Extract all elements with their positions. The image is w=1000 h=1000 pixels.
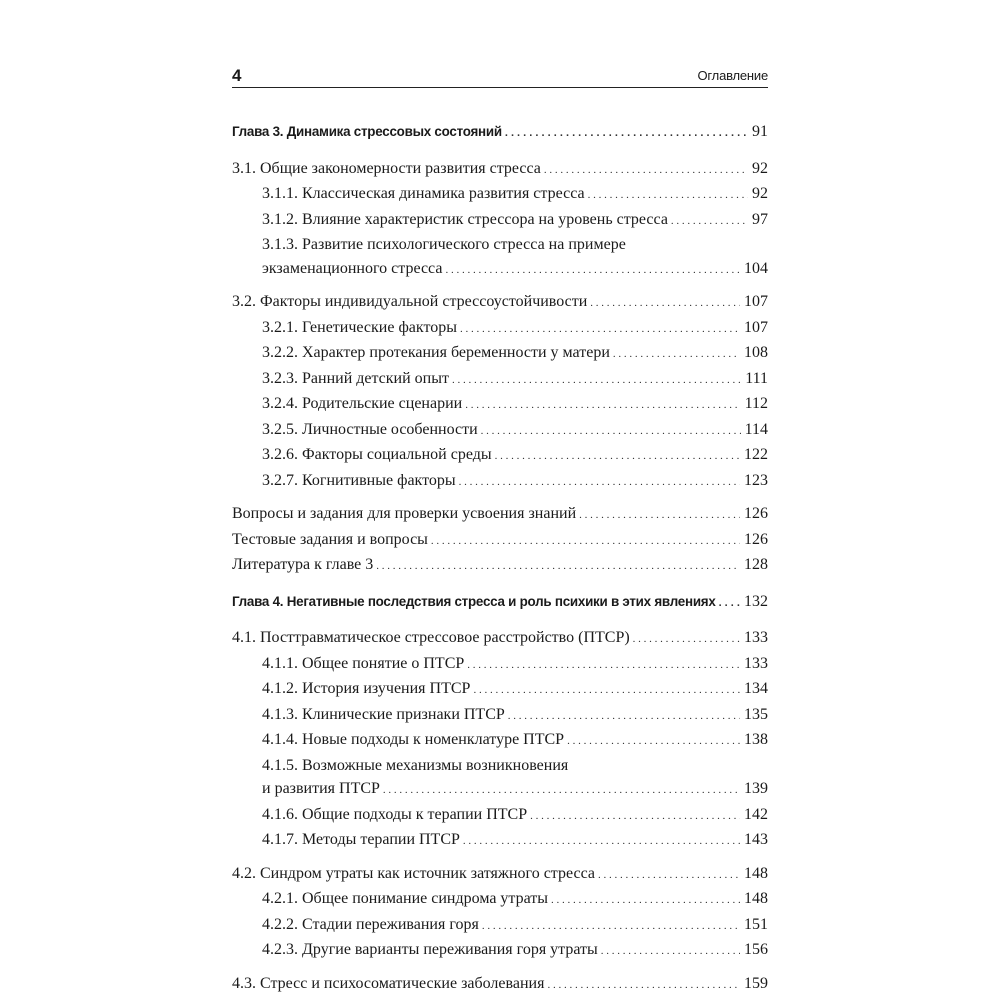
toc-section[interactable]: [232, 528, 768, 554]
toc-chapter[interactable]: [232, 590, 768, 616]
toc-subsection[interactable]: [232, 392, 768, 418]
dot-leader: [547, 972, 740, 998]
toc-entry-page: 92: [752, 159, 768, 177]
toc-entry-title: 4.3. Стресс и психосоматические заболевания: [232, 974, 545, 992]
toc-subsection[interactable]: [232, 652, 768, 678]
header-rule: [232, 87, 768, 88]
toc-entry-title: 3.1. Общие закономерности развития стресса: [232, 159, 541, 177]
dot-leader: [376, 553, 740, 579]
toc-subsection[interactable]: [232, 913, 768, 939]
toc-subsection[interactable]: [232, 703, 768, 729]
toc-entry-title: 4.2. Синдром утраты как источник затяжного стресса: [232, 864, 595, 882]
dot-leader: [463, 828, 740, 854]
toc-entry-title: 3.2.3. Ранний детский опыт: [262, 369, 449, 387]
toc-subsection[interactable]: [232, 367, 768, 393]
dot-leader: [567, 728, 740, 754]
dot-leader: [431, 528, 740, 554]
dot-leader: [588, 182, 748, 208]
toc-subsection[interactable]: [232, 341, 768, 367]
toc-subsection[interactable]: [232, 803, 768, 829]
toc-entry-title: 3.2.6. Факторы социальной среды: [262, 446, 492, 463]
toc-entry-page: 138: [744, 731, 768, 748]
toc-entry-title: 4.2.3. Другие варианты переживания горя утраты: [262, 941, 598, 958]
dot-leader: [613, 341, 740, 367]
dot-leader: [473, 677, 740, 703]
toc-subsection[interactable]: [232, 208, 768, 234]
toc-entry-title: Глава 3. Динамика стрессовых состояний: [232, 124, 502, 139]
toc-entry-page: 107: [744, 293, 768, 310]
toc-subsection[interactable]: [232, 257, 768, 283]
toc-entry-page: 135: [744, 705, 768, 723]
toc-entry-page: 134: [744, 680, 768, 697]
toc-entry-page: 111: [745, 369, 768, 387]
toc-entry-page: 107: [744, 318, 768, 336]
toc-entry-title: 4.1.7. Методы терапии ПТСР: [262, 831, 460, 848]
dot-leader: [505, 120, 748, 146]
toc-entry-title: 3.2.7. Когнитивные факторы: [262, 471, 456, 489]
toc-subsection[interactable]: [232, 443, 768, 469]
toc-entry-page: 133: [744, 654, 768, 672]
toc-entry-title: 4.2.2. Стадии переживания горя: [262, 915, 479, 933]
toc-entry-page: 128: [744, 556, 768, 573]
toc-entry-page: 114: [744, 420, 768, 438]
toc-entry-title: 3.1.1. Классическая динамика развития стресса: [262, 185, 585, 202]
toc-entry-title: 4.2.1. Общее понимание синдрома утраты: [262, 890, 549, 907]
toc-subsection[interactable]: [232, 728, 768, 754]
dot-leader: [719, 590, 740, 616]
toc-section[interactable]: [232, 157, 768, 183]
dot-leader: [460, 316, 740, 342]
dot-leader: [544, 157, 748, 183]
toc-entry-page: 132: [744, 592, 768, 610]
toc-entry-title: экзаменационного стресса: [262, 259, 443, 277]
toc-entry-title: 3.2.5. Личностные особенности: [262, 420, 478, 438]
toc-subsection[interactable]: [232, 887, 768, 913]
dot-leader: [579, 502, 740, 528]
toc-entry-page: 143: [744, 831, 768, 848]
toc-section[interactable]: [232, 502, 768, 528]
toc-entry-page: 148: [744, 890, 768, 907]
toc-entry-page: 123: [744, 471, 768, 489]
toc-entry-page: 139: [744, 780, 768, 797]
toc-entry-title: 3.2.4. Родительские сценарии: [262, 395, 463, 412]
toc-subsection[interactable]: [232, 777, 768, 803]
toc-section[interactable]: [232, 290, 768, 316]
toc-subsection[interactable]: [232, 182, 768, 208]
toc-entry-page: 142: [744, 805, 768, 823]
dot-leader: [481, 418, 741, 444]
toc-entry-page: 104: [744, 259, 768, 277]
toc-subsection[interactable]: [232, 418, 768, 444]
toc-entry-page: 151: [744, 915, 768, 933]
toc-entry-page: 133: [744, 629, 768, 646]
toc-entry-page: 91: [752, 123, 768, 140]
toc-entry-page: 122: [744, 446, 768, 463]
toc-entry-page: 156: [744, 941, 768, 958]
toc-entry-title: и развития ПТСР: [262, 780, 380, 797]
toc-entry-title: Вопросы и задания для проверки усвоения знаний: [232, 505, 577, 522]
toc-subsection[interactable]: [232, 469, 768, 495]
toc-entry-title: 4.1. Посттравматическое стрессовое расстройство (ПТСР): [232, 629, 630, 646]
toc-entry-title: 3.2. Факторы индивидуальной стрессоустойчивости: [232, 293, 588, 310]
running-head-title: Оглавление: [697, 68, 768, 83]
toc-entry-title: 4.1.3. Клинические признаки ПТСР: [262, 705, 505, 723]
toc-entry-title: Тестовые задания и вопросы: [232, 530, 428, 548]
toc-entry-title: 4.1.2. История изучения ПТСР: [262, 680, 471, 697]
toc-subsection[interactable]: [232, 677, 768, 703]
toc-entry-page: 108: [744, 344, 768, 361]
toc-subsection-first-line[interactable]: 3.1.3. Развитие психологического стресса на примере: [262, 236, 626, 253]
toc-entry-title: 4.1.6. Общие подходы к терапии ПТСР: [262, 805, 528, 823]
toc-entry-title: 3.1.2. Влияние характеристик стрессора на уровень стресса: [262, 210, 668, 228]
dot-leader: [383, 777, 740, 803]
dot-leader: [590, 290, 740, 316]
dot-leader: [452, 367, 741, 393]
toc-section[interactable]: [232, 626, 768, 652]
running-head: [232, 62, 768, 86]
dot-leader: [482, 913, 740, 939]
toc-chapter[interactable]: [232, 120, 768, 146]
toc-entry-title: 3.2.2. Характер протекания беременности у матери: [262, 344, 610, 361]
toc-section[interactable]: [232, 862, 768, 888]
dot-leader: [633, 626, 740, 652]
toc-entry-title: 3.2.1. Генетические факторы: [262, 318, 457, 336]
dot-leader: [598, 862, 740, 888]
toc-subsection-first-line[interactable]: 4.1.5. Возможные механизмы возникновения: [262, 756, 569, 774]
toc-subsection[interactable]: [232, 828, 768, 854]
toc-entry-page: 159: [744, 974, 768, 992]
toc-subsection[interactable]: [232, 938, 768, 964]
dot-leader: [465, 392, 740, 418]
dot-leader: [445, 257, 740, 283]
dot-leader: [551, 887, 740, 913]
toc-entry-title: 4.1.1. Общее понятие о ПТСР: [262, 654, 465, 672]
page-number: 4: [232, 66, 242, 85]
toc-entry-page: 92: [752, 185, 768, 202]
toc-entry-page: 97: [752, 210, 768, 228]
toc-entry-page: 112: [744, 395, 768, 412]
dot-leader: [671, 208, 748, 234]
dot-leader: [601, 938, 740, 964]
toc-entry-page: 126: [744, 530, 768, 548]
dot-leader: [530, 803, 740, 829]
toc-section[interactable]: [232, 553, 768, 579]
toc-section[interactable]: [232, 972, 768, 998]
toc-subsection[interactable]: [232, 316, 768, 342]
toc-entry-page: 126: [744, 505, 768, 522]
dot-leader: [467, 652, 740, 678]
dot-leader: [459, 469, 740, 495]
dot-leader: [508, 703, 740, 729]
toc-entry-title: Литература к главе 3: [232, 556, 374, 573]
toc-entry-page: 148: [744, 864, 768, 882]
toc-entry-title: 4.1.4. Новые подходы к номенклатуре ПТСР: [262, 731, 565, 748]
table-of-contents: [232, 120, 768, 997]
toc-entry-title: Глава 4. Негативные последствия стресса и роль психики в этих явлениях: [232, 593, 716, 609]
dot-leader: [495, 443, 740, 469]
